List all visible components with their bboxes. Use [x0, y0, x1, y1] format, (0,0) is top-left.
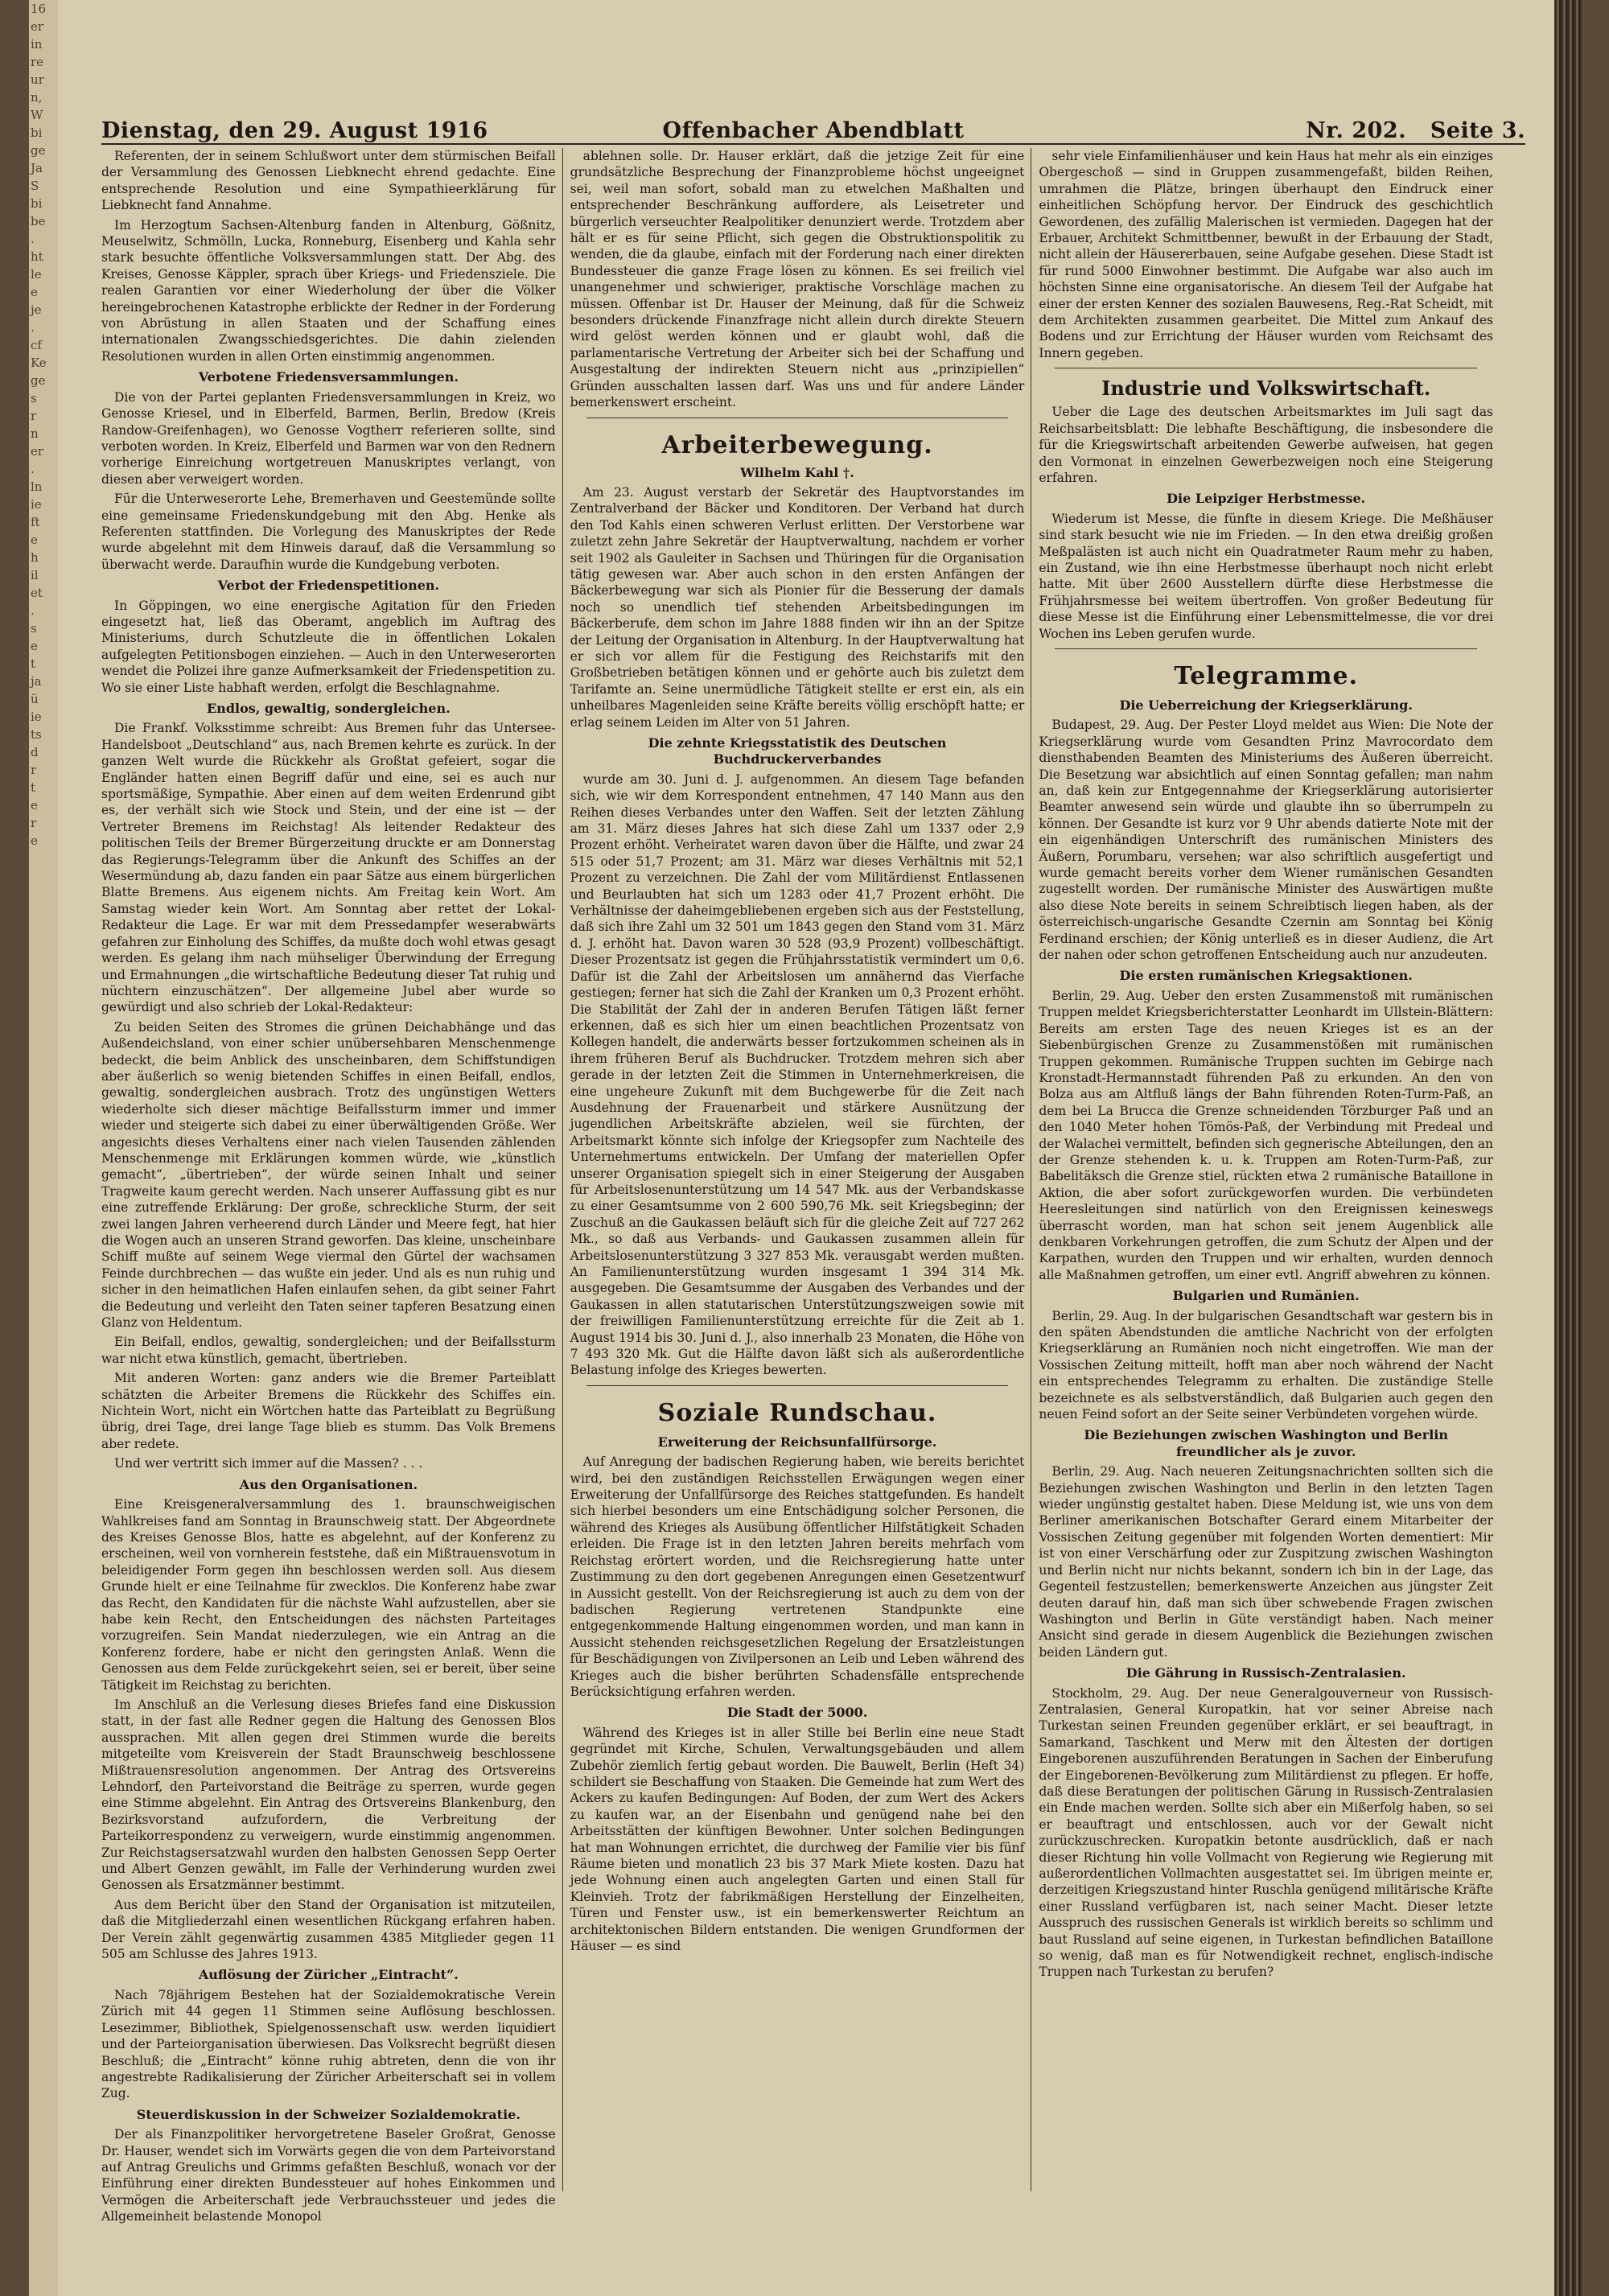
- section-title-industrie: Industrie und Volkswirtschaft.: [1101, 376, 1431, 401]
- binding-fragment: cf: [31, 338, 42, 352]
- binding-fragment: er: [31, 19, 44, 34]
- binding-fragment: s: [31, 621, 37, 636]
- binding-fragment: .: [31, 232, 35, 246]
- paragraph: Berlin, 29. Aug. Nach neueren Zeitungsnachrichten sollten sich die Beziehungen zwischen Washington und Berlin in den letzten Tagen wieder ungünstig gestaltet haben. Diese Meldung ist, wie uns von dem Berliner amerikanischen Botschafter Gerard einem Mitarbeiter der Vossischen Zeitung gegenüber mit folgenden Worten dementiert: Mir ist von einer Verschärfung oder zur Zuspitzung zwischen Washington und Berlin nicht nur nichts bekannt, sondern ich bin in der Lage, das Gegenteil festzustellen; bemerkenswerte Anzeichen aus jüngster Zeit deuten darauf hin, daß man sich über schwebende Fragen zwischen Washington und Berlin in Güte verständigt haben. Nach meiner Ansicht sind gerade in diesem Augenblick die Beziehungen zwischen beiden Ländern gut.: [1039, 1464, 1494, 1660]
- binding-fragment: n: [31, 426, 39, 441]
- binding-fragment: 16: [31, 2, 47, 16]
- column-1: [101, 148, 556, 2224]
- paragraph: Der als Finanzpolitiker hervorgetretene Baseler Großrat, Genosse Dr. Hauser, wendet sich im Vorwärts gegen die von dem Parteivorstand auf Antrag Greulichs und Grimms gefaßten Beschluß, wonach vor der Einführung einer direkten Bundessteuer auf hohes Einkommen und Vermögen die Arbeiterschaft jede Verbrauchssteuer und jedes die Allgemeinheit belastende Monopol: [101, 2127, 556, 2224]
- paragraph: sehr viele Einfamilienhäuser und kein Haus hat mehr als ein einziges Obergeschoß — sind in Gruppen zusammengefaßt, bilden Reihen, umrahmen die Plätze, bringen überhaupt den Eindruck einer einheitlichen Schöpfung hervor. Der Eindruck des geschichtlich Gewordenen, des zufällig Malerischen ist vermieden. Dagegen hat der Erbauer, Architekt Schmittbenner, bewußt in der Erbauung der Stadt, nicht allein der Häusererbauen, seine Aufgabe gesehen. Diese Stadt ist für rund 5000 Einwohner bestimmt. Die Aufgabe war also auch im höchsten Sinne eine organisatorische. An diesem Teil der Aufgabe hat einer der ersten Kenner des sozialen Bauwesens, Reg.-Rat Scheidt, mit dem Architekten zusammen gearbeitet. Die Mittel zum Ankauf des Bodens und zur Errichtung der Häuser wurden vom Reichsamt des Innern gegeben.: [1039, 149, 1494, 360]
- section-title-telegramme: Telegramme.: [1174, 661, 1359, 690]
- section-divider: [586, 1385, 1009, 1386]
- paragraph: Im Anschluß an die Verlesung dieses Briefes fand eine Diskussion statt, in der fast alle Redner gegen die Haltung des Genossen Blos aussprachen. Mit allen gegen drei Stimmen wurde die bereits mitgeteilte vom Kreisverein der Stadt Braunschweig beschlossene Mißtrauensresolution angenommen. Der Antrag des Ortsvereins Lehndorf, den Parteivorstand die Beiträge zu sperren, wurde gegen eine Stimme abgelehnt. Ein Antrag des Ortsvereins Blankenburg, den Bezirksvorstand aufzufordern, die Verbreitung der Parteikorrespondenz zu verweigern, wurde einstimmig angenommen. Zur Reichstagsersatzwahl wurden den halbsten Genossen Sepp Oerter und Albert Genzen gewählt, im Falle der Verhinderung wurden zwei Genossen als Ersatzmänner bestimmt.: [101, 1697, 556, 1893]
- article-heading: Die Stadt der 5000.: [726, 1705, 868, 1721]
- paragraph: Mit anderen Worten: ganz anders wie die Bremer Parteiblatt schätzten die Arbeiter Bremens die Rückkehr des Schiffes ein. Nichtein Wort, nicht ein Wörtchen hatte das Parteiblatt zu Begrüßung übrig, drei Tage, drei lange Tage blieb es stumm. Das Volk Bremens aber redete.: [101, 1371, 556, 1451]
- page-number: Seite 3.: [1430, 118, 1525, 143]
- binding-fragment: e: [31, 833, 38, 848]
- binding-fragment: S: [31, 179, 39, 193]
- paragraph: Während des Krieges ist in aller Stille bei Berlin eine neue Stadt gegründet mit Kirche, Schulen, Verwaltungsgebäuden und allem Zubehör ziemlich fertig gebaut worden. Die Bauwelt, Berlin (Heft 34) schildert sie Beschaffung von Staaken. Die Gemeinde hat zum Wert des Ackers zu kaufen Bedingungen: Auf Boden, der zum Wert des Ackers zu kaufen war, an der Eisenbahn und genügend nahe bei den Arbeitsstätten der künftigen Bewohner. Unter solchen Bedingungen hat man Wohnungen errichtet, die durchweg der Familie vier bis fünf Räume bieten und monatlich 23 bis 37 Mark Miete kosten. Dazu hat jede Wohnung einen auch angelegten Garten und einen Stall für Kleinvieh. Trotz der fabrikmäßigen Herstellung der Einzelheiten, Türen und Fenster usw., ist ein bemerkenswerter Reichtum an architektonischen Bildern entstanden. Die wenigen Grundformen der Häuser — es sind: [570, 1725, 1025, 1954]
- article-columns: [101, 148, 1494, 2224]
- paragraph: Budapest, 29. Aug. Der Pester Lloyd meldet aus Wien: Die Note der Kriegserklärung wurde vom Gesandten Prinz Mavrocordato dem diensthabenden Beamten des Ministeriums des Äußeren überreicht. Die Besetzung war absichtlich auf einen Sonntag gefallen; man nahm an, daß kein zur Entgegennahme der Kriegserklärung autorisierter Beamter anwesend sein würde und glaubte ihn so überrumpeln zu können. Der Gesandte ist kurz vor 9 Uhr abends datierte Note mit der ein eigenhändigen Unterschrift des rumänischen Ministers des Äußern, Porumbaru, versehen; war also schriftlich ausgefertigt und wurde gemacht bereits vorher dem Wiener rumänischen Gesandten zugestellt worden. Der rumänische Minister des Auswärtigen mußte also diese Note bereits in seinem Schreibtisch liegen haben, als der österreichisch-ungarische Gesandte Czernin am Sonntag bei König Ferdinand erschien; der König unterließ es in dieser Audienz, die Art der nahen oder schon getroffenen Entscheidung auch nur anzudeuten.: [1039, 718, 1494, 963]
- paragraph: Referenten, der in seinem Schlußwort unter dem stürmischen Beifall der Versammlung des Genossen Liebknecht ehrend gedachte. Eine entsprechende Resolution und eine Sympathieerklärung für Liebknecht fand Annahme.: [101, 149, 556, 213]
- binding-fragment: le: [31, 267, 42, 282]
- masthead-rule: [101, 143, 1525, 145]
- paragraph: Berlin, 29. Aug. In der bulgarischen Gesandtschaft war gestern bis in den späten Abendstunden die amtliche Nachricht von der erfolgten Kriegserklärung an Rumänien noch nicht eingetroffen. Wie man der Vossischen Zeitung mitteilt, hofft man aber noch während der Nacht ein entsprechendes Telegramm zu erhalten. Die zuständige Stelle bezeichnete es als selbstverständlich, daß Bulgarien auch gegen den neuen Feind sofort an der Seite seiner Verbündeten vorgehen würde.: [1039, 1308, 1494, 1422]
- section-title-soziale-rundschau: Soziale Rundschau.: [657, 1398, 937, 1427]
- article-heading: Die Beziehungen zwischen Washington und Berlin freundlicher als je zuvor.: [1084, 1427, 1448, 1459]
- masthead-paper-name: Offenbacher Abendblatt: [662, 118, 965, 143]
- binding-fragment: bi: [31, 125, 43, 140]
- binding-fragment: r: [31, 409, 37, 423]
- binding-fragment: r: [31, 763, 37, 777]
- column-3: [1039, 148, 1493, 2191]
- binding-fragment: t: [31, 780, 36, 795]
- paragraph: Wiederum ist Messe, die fünfte in diesem Kriege. Die Meßhäuser sind stark besucht wie nie im Frieden. — In den etwa dreißig großen Meßpalästen ist auch nicht ein Quadratmeter Raum mehr zu haben, ein Zustand, wie ihn eine Herbstmesse überhaupt noch nicht erlebt hatte. Mit über 2600 Ausstellern dürfte diese Herbstmesse die Frühjahrsmesse bei weitem übertroffen. Von großer Bedeutung für diese Messe ist die Einführung einer Lebensmittelmesse, die vor drei Wochen ins Leben gerufen wurde.: [1039, 511, 1494, 641]
- binding-fragment: e: [31, 798, 38, 813]
- binding-fragment: ie: [31, 710, 42, 724]
- paragraph: ablehnen solle. Dr. Hauser erklärt, daß die jetzige Zeit für eine grundsätzliche Besprechung der Finanzprobleme höchst ungeeignet sei, weil man sofort, sobald man zu etwelchen Maßhalten und entsprechender Beschränkung auffordere, als Leisetreter und bürgerlich verseuchter Realpolitiker denunziert werde. Trotzdem aber hält er es für seine Pflicht, sich gegen die Obstruktionspolitik zu wenden, die da glaube, einfach mit der Forderung nach einer direkten Bundessteuer die ganze Frage lösen zu können. Es sei freilich viel unangenehmer und schwieriger, praktische Vorschläge machen zu müssen. Offenbar ist Dr. Hauser der Meinung, daß für die Schweiz besonders drückende Finanzfrage nicht allein durch direkte Steuern wird gelöst werden können und er glaubt wohl, daß die parlamentarische Vertretung der Arbeiter sich bei der Schaffung und Ausgestaltung der indirekten Steuern nicht aus „prinzipiellen“ Gründen ausschalten lassen darf. Was uns und für andere Länder bemerkenswert erscheint.: [570, 149, 1025, 410]
- binding-fragment: ie: [31, 497, 42, 512]
- binding-fragment: .: [31, 462, 35, 476]
- newspaper-page: [29, 0, 1582, 2296]
- column-2: [570, 148, 1025, 2191]
- section-heading: Auflösung der Züricher „Eintracht“.: [198, 1967, 459, 1983]
- binding-fragment: ge: [31, 373, 46, 388]
- section-heading: Verbot der Friedenspetitionen.: [217, 578, 440, 594]
- paragraph: Auf Anregung der badischen Regierung haben, wie bereits berichtet wird, bei den zuständigen Reichsstellen Erwägungen wegen einer Erweiterung der Unfallfürsorge des Reiches stattgefunden. Es handelt sich hierbei besonders um eine Entschädigung solcher Personen, die während des Krieges als Ausübung öffentlicher Hilfstätigkeit Schaden erleiden. Die Frage ist in den letzten Jahren bereits mehrfach vom Reichstag erörtert worden, und die Reichsregierung hatte unter Zustimmung zu den dort gegebenen Anregungen einen Gesetzentwurf in Aussicht gestellt. Von der Reichsregierung ist auch zu dem von der badischen Regierung vertretenen Standpunkte eine entgegenkommende Haltung eingenommen worden, und man kann in Aussicht stehenden reichsgesetzlichen Regelung der Ersatzleistungen für Beschädigungen von Zivilpersonen an Leib und Leben während des Krieges auch die bisher berührten Schadensfälle entsprechende Berücksichtigung erfahren werden.: [570, 1455, 1025, 1699]
- binding-fragment: r: [31, 816, 37, 830]
- binding-fragment: .: [31, 603, 35, 618]
- paragraph: Eine Kreisgeneralversammlung des 1. braunschweigischen Wahlkreises fand am Sonntag in Braunschweig statt. Der Abgeordnete des Kreises Genosse Blos, hatte es abgelehnt, auf der Konferenz zu erscheinen, weil von vornherein feststehe, daß ein Mißtrauensvotum in beleidigender Form gegen ihn beschlossen werden soll. Aus diesem Grunde hielt er eine Teilnahme für zwecklos. Die Konferenz habe zwar das Recht, den Kandidaten für die nächste Wahl aufzustellen, aber sie habe kein Recht, den Entscheidungen des nächsten Parteitages vorzugreifen. Sein Mandat niederzulegen, wie ein Antrag an die Konferenz fordere, habe er nicht den geringsten Anlaß. Wenn die Genossen aus dem Felde zurückgekehrt seien, sei er bereit, über seine Tätigkeit im Reichstag zu berichten.: [101, 1497, 556, 1693]
- paragraph: Am 23. August verstarb der Sekretär des Hauptvorstandes im Zentralverband der Bäcker und Konditoren. Der Verband hat durch den Tod Kahls einen schweren Verlust erlitten. Der Verstorbene war zuletzt zehn Jahre Sekretär der Hauptverwaltung, nachdem er vorher seit 1902 als Gauleiter in Sachsen und Thüringen für die Organisation tätig gewesen war. Aber auch schon in den ersten Anfängen der Bäckerbewegung war sich als Pionier für die Besserung der damals noch so unendlich tief stehenden Arbeitsbedingungen im Bäckerberufe, dem schon im Jahre 1888 finden wir ihn an der Spitze der Leitung der Organisation in Altenburg. In der Hauptverwaltung hat er sich vor allem für die Festigung des Reichstarifs mit den Großbetrieben betätigen können und er gehörte auch bis zuletzt dem Tarifamte an. Seine unermüdliche Tätigkeit stellte er erst ein, als ein unheilbares Magenleiden seine Kräfte bereits völlig erschöpft hatte; er erlag seinem Leiden im Alter von 51 Jahren.: [570, 484, 1025, 730]
- binding-fragment: d: [31, 745, 39, 759]
- paragraph: Und wer vertritt sich immer auf die Massen? . . .: [114, 1456, 423, 1471]
- paragraph: wurde am 30. Juni d. J. aufgenommen. An diesem Tage befanden sich, wie wir dem Korrespondent entnehmen, 47 140 Mann aus den Reihen dieses Verbandes unter den Waffen. Seit der letzten Zählung am 31. März dieses Jahres hat sich diese Zahl um 1337 oder 2,9 Prozent erhöht. Verheiratet waren davon über die Hälfte, und zwar 24 515 oder 51,7 Prozent; am 31. März war dieses Verhältnis mit 52,1 Prozent zu verzeichnen. Die Zahl der vom Militärdienst Entlassenen und Beurlaubten hat sich um 1283 oder 41,7 Prozent erhöht. Die Verhältnisse der daheimgebliebenen ergeben sich aus der Feststellung, daß sich ihre Zahl um 32 501 um 1843 gegen den Stand vom 31. März d. J. erhöht hat. Davon waren 30 528 (93,9 Prozent) vollbeschäftigt. Dieser Prozentsatz ist gegen die Frühjahrsstatistik vermindert um 0,6. Dafür ist die Zahl der Arbeitslosen um annähernd das Vierfache gestiegen; ferner hat sich die Zahl der Kranken um 0,3 Prozent erhöht. Die Stabilität der Zahl der in anderen Berufen Tätigen läßt ferner erkennen, daß es sich hier um einen beachtlichen Prozentsatz von Kollegen handelt, die anderwärts besser fortzukommen scheinen als in ihrem früheren Beruf als Buchdrucker. Trotzdem mehren sich aber gerade in der letzten Zeit die Stimmen in Unternehmerkreisen, die eine ungeheure Zukunft mit dem Buchgewerbe für die Zeit nach Ausdehnung der Frauenarbeit und stärkere Ausnützung der jugendlichen Arbeitskräfte abzielen, weil sie fürchten, der Arbeitsmarkt könnte sich infolge der Kriegsopfer zum Nachteile des Unternehmertums entwickeln. Der Umfang der materiellen Opfer unserer Organisation spiegelt sich in einer Steigerung der Ausgaben für Arbeitslosenunterstützung um 14 547 Mk. aus der Verbandskasse zu einer Gesamtsumme von 2 600 590,76 Mk. seit Kriegsbeginn; der Zuschuß an die Gaukassen beläuft sich für die gleiche Zeit auf 727 262 Mk., so daß aus Verbands- und Gaukassen zusammen allein für Arbeitslosenunterstützung 3 327 853 Mk. verausgabt werden mußten. An Familienunterstützung wurden insgesamt 1 394 314 Mk. ausgegeben. Die Gesamtsumme der Ausgaben des Verbandes und der Gaukassen in allen statutarischen Unterstützungszweigen sowie mit der freiwilligen Familienunterstützung erreichte für die Zeit ab 1. August 1914 bis 30. Juni d. J., also innerhalb 23 Monaten, die Höhe von 7 493 320 Mk. Gut die Hälfte davon läßt sich als außerordentliche Belastung infolge des Krieges bewerten.: [570, 772, 1025, 1378]
- binding-fragment: .: [31, 320, 35, 335]
- paragraph: Stockholm, 29. Aug. Der neue Generalgouverneur von Russisch-Zentralasien, General Kuropatkin, hat vor seiner Abreise nach Turkestan seinen Freunden gegenüber erklärt, er sei beauftragt, in Samarkand, Taschkent und Merw mit den Ältesten der dortigen Eingeborenen auszuführenden Beratungen in Sachen der Einberufung der Eingeborenen-Bevölkerung zum Militärdienst zu pflegen. Er hoffe, daß diese Beratungen der politischen Gärung in Russisch-Zentralasien ein Ende machen werden. Sollte sich aber ein Mißerfolg haben, so sei er beauftragt und entschlossen, auch vor der Gewalt nicht zurückzuschrecken. Kuropatkin betonte ausdrücklich, daß er nach dieser Richtung hin volle Vollmacht von Regierung wie Regierung mit außerordentlichen Vollmachten ausgestattet sei. Im übrigen meinte er, derzeitigen Kriegszustand hinter Ruschla genügend militärische Kräfte einer Russland verfügbaren ist, nach seiner Macht. Dieser letzte Ausspruch des russischen Generals ist wirklich bereits so schlimm und baut Russland auf seine eigenen, in Turkestan befindlichen Bataillone so wenig, daß man es für Notwendigkeit rechnet, englisch-indische Truppen nach Turkestan zu berufen?: [1039, 1685, 1494, 1980]
- binding-fragment: ü: [31, 692, 39, 706]
- paragraph: Die von der Partei geplanten Friedensversammlungen in Kreiz, wo Genosse Kriesel, und in Elberfeld, Barmen, Berlin, Bredow (Kreis Randow-Greifenhagen), wo Genosse Vogtherr referieren sollte, sind verboten worden. In Kreiz, Elberfeld und Barmen war von den Rednern vorherige Einreichung wortgetreuen Manuskriptes verlangt, von diesen aber verweigert worden.: [101, 389, 556, 487]
- binding-fragment: ft: [31, 515, 40, 529]
- masthead-date: Dienstag, den 29. August 1916: [101, 118, 488, 143]
- binding-fragment: h: [31, 550, 39, 565]
- binding-fragment: e: [31, 639, 38, 653]
- paragraph: Ueber die Lage des deutschen Arbeitsmarktes im Juli sagt das Reichsarbeitsblatt: Die lebhafte Beschäftigung, die insbesondere die für die Kriegswirtschaft arbeitenden Gewerbe aufweisen, hat gegen den Vormonat in einzelnen Gewerbezweigen noch eine Steigerung erfahren.: [1039, 405, 1494, 485]
- book-edge: [1554, 0, 1582, 2296]
- binding-fragment: be: [31, 214, 46, 228]
- binding-fragment: re: [31, 55, 44, 69]
- binding-fragment: il: [31, 568, 39, 582]
- article-heading: Bulgarien und Rumänien.: [1172, 1288, 1360, 1304]
- binding-fragment: er: [31, 444, 44, 459]
- paragraph: Zu beiden Seiten des Stromes die grünen Deichabhänge und das Außendeichsland, von einer schier unübersehbaren Menschenmenge bedeckt, die beim Anblick des unscheinbaren, dem Schiffstundigen aber äußerlich so wenig bietenden Schiffes in einen Beifall, endlos, gewaltig, sondergleichen ausbrach. Trotz des ungünstigen Wetters wiederholte sich dieser mächtige Beifallssturm immer und immer wieder und steigerte sich dabei zu einer überwältigenden Größe. Wer angesichts dieses Verhaltens einer nach vielen Tausenden zählenden Menschenmenge mit Erklärungen kommen würde, wie „künstlich gemacht“, „übertrieben“, der würde seinen Inhalt und seiner Tragweite kaum gerecht werden. Nach unserer Auffassung gibt es nur eine zutreffende Erklärung: Der große, schreckliche Sturm, der seit zwei langen Jahren verheerend durch Länder und Meere fegt, hat hier die Wogen auch an unseren Strand geworfen. Das kleine, unscheinbare Schiff mußte auf seinem Wege viermal den Gürtel der wachsamen Feinde durchbrechen — das wußte ein jeder. Und als es nun ruhig und sicher in den heimatlichen Hafen einlaufen sehen, da gibt seiner Fahrt die Bedeutung und verleiht den Taten seiner tapferen Besatzung einen Glanz von Heldentum.: [101, 1019, 556, 1331]
- binding-fragment: et: [31, 586, 43, 600]
- binding-fragment: s: [31, 391, 37, 405]
- masthead-page-info: [1306, 118, 1525, 143]
- paragraph: Für die Unterweserorte Lehe, Bremerhaven und Geestemünde sollte eine gemeinsame Friedenskundgebung mit den Abg. Henke als Referenten stattfinden. Die Vorlegung des Manuskriptes der Rede wurde abgelehnt mit dem Hinweis darauf, daß die Versammlung so überwacht werde. Daraufhin wurde die Kundgebung verboten.: [101, 492, 556, 572]
- binding-fragment: ln: [31, 479, 43, 494]
- binding-fragment: ja: [31, 674, 42, 689]
- binding-fragment: je: [31, 302, 42, 317]
- masthead: [101, 111, 1525, 143]
- issue-number: Nr. 202.: [1306, 118, 1407, 143]
- article-heading: Die zehnte Kriegsstatistik des Deutschen Buchdruckerverbandes: [648, 735, 947, 767]
- binding-fragment: ur: [31, 72, 44, 87]
- binding-fragment: n,: [31, 90, 43, 105]
- binding-fragment: e: [31, 285, 38, 299]
- binding-fragment: Ke: [31, 356, 47, 370]
- binding-fragment: ge: [31, 143, 46, 158]
- binding-strip: [29, 0, 58, 2296]
- section-heading: Aus den Organisationen.: [239, 1476, 418, 1492]
- section-heading: Endlos, gewaltig, sondergleichen.: [206, 701, 451, 716]
- section-heading: Steuerdiskussion in der Schweizer Sozialdemokratie.: [136, 2106, 521, 2122]
- binding-fragment: Ja: [31, 161, 43, 175]
- binding-fragment: ht: [31, 249, 43, 264]
- article-heading: Die Ueberreichung der Kriegserklärung.: [1119, 697, 1413, 713]
- binding-fragment: e: [31, 533, 38, 547]
- binding-fragment: bi: [31, 196, 43, 211]
- paragraph: Aus dem Bericht über den Stand der Organisation ist mitzuteilen, daß die Mitgliederzahl einen wesentlichen Rückgang erfahren haben. Der Verein zählt gegenwärtig zusammen 4385 Mitglieder gegen 11 505 am Schlusse des Jahres 1913.: [101, 1897, 556, 1962]
- article-heading: Erweiterung der Reichsunfallfürsorge.: [657, 1434, 937, 1450]
- binding-fragment: t: [31, 656, 36, 671]
- article-heading: Die ersten rumänischen Kriegsaktionen.: [1119, 968, 1413, 984]
- paragraph: Nach 78jährigem Bestehen hat der Sozialdemokratische Verein Zürich mit 44 gegen 11 Stimmen seine Auflösung beschlossen. Lesezimmer, Bibliothek, Spielgenossenschaft usw. werden liquidiert und der Parteiorganisation überwiesen. Das Volksrecht begrüßt diesen Beschluß; die „Eintracht“ könne ruhig abtreten, denn die von ihr angestrebte Radikalisierung der Züricher Arbeiterschaft sei in vollem Zug.: [101, 1987, 556, 2101]
- paragraph: Ein Beifall, endlos, gewaltig, sondergleichen; und der Beifallssturm war nicht etwa künstlich, gemacht, übertrieben.: [101, 1335, 556, 1366]
- section-title-arbeiterbewegung: Arbeiterbewegung.: [661, 430, 933, 459]
- article-heading: Die Leipziger Herbstmesse.: [1167, 491, 1366, 507]
- section-heading: Verbotene Friedensversammlungen.: [198, 369, 459, 385]
- article-heading: Die Gährung in Russisch-Zentralasien.: [1125, 1665, 1406, 1681]
- paragraph: Berlin, 29. Aug. Ueber den ersten Zusammenstoß mit rumänischen Truppen meldet Kriegsberichterstatter Leonhardt im Ullstein-Blättern: Bereits am ersten Tage des neuen Krieges ist es an der Siebenbürgischen Grenze zu Zusammenstößen mit rumänischen Truppen gekommen. Rumänische Truppen suchten im Gebirge nach Kronstadt-Hermannstadt führenden Paß zu erkunden. An den von Bolza aus am Altfluß längs der Bahn führenden Roten-Turm-Paß, an dem bei La Brucca die Grenze schneidenden Törzburger Paß und an den 1040 Meter hohen Tömös-Paß, der Verbindung mit Predeal und der Walachei vermittelt, befinden sich gegnerische Abteilungen, den an der Grenze stehenden k. u. k. Truppen am Roten-Turm-Paß, zur Babelitäksch die Grenze stiel, rückten etwa 2 rumänische Bataillone in Aktion, die aber sofort zurückgeworfen wurden. Die verbündeten Heeresleitungen sind natürlich von den Ereignissen keineswegs überrascht worden, man hat schon seit jenem Augenblick alle denkbaren Vorkehrungen getroffen, die zum Schutz der Alpen und der Karpathen, wurden den Truppen und wir erhalten, wurden dennoch alle Maßnahmen getroffen, um einer evtl. Angriff abwehren zu können.: [1039, 988, 1494, 1282]
- binding-fragment: in: [31, 37, 43, 51]
- paragraph: Die Frankf. Volksstimme schreibt: Aus Bremen fuhr das Untersee-Handelsboot „Deutschland“ aus, nach Bremen kehrte es zurück. In der ganzen Welt wurde die Rückkehr als Großtat gefeiert, sogar die Engländer hatten einen Begriff dafür und eine, sei es auch nur sportsmäßige, Sympathie. Aber einen auf dem weiten Erdenrund gibt es, der verhält sich wie Stock und Stein, und der eine ist — der Vertreter Bremens im Reichstag! Als leitender Redakteur des politischen Teils der Bremer Bürgerzeitung druckte er am Donnerstag das Regierungs-Telegramm über die Ankunft des Schiffes an der Wesermündung ab, dazu fanden ein paar Sätze aus einem bürgerlichen Blatte Bremens. Aus eigenem nichts. Am Freitag kein Wort. Am Samstag wieder kein Wort. Am Sonntag aber rettet der Lokal-Redakteur die Lage. Er war mit dem Pressedampfer weserabwärts gefahren zur Einholung des Schiffes, da mußte doch wohl etwas gesagt werden. Es gelang ihm nach mühseliger Überwindung der Erregung und Ermahnungen „die wirtschaftliche Bedeutung dieser Tat ruhig und nüchtern einzuschätzen“. Der allgemeine Jubel aber wurde so gewürdigt und also schrieb der Lokal-Redakteur:: [101, 721, 556, 1015]
- paragraph: In Göppingen, wo eine energische Agitation für den Frieden eingesetzt hat, ließ das Oberamt, angeblich im Auftrag des Ministeriums, durch Schutzleute die in öffentlichen Lokalen aufgelegten Petitionsbogen einziehen. — Auch in den Unterweserorten wendet die Polizei ihre ganze Aufmerksamkeit der Friedenspetition zu. Wo sie einer Liste habhaft werden, erfolgt die Beschlagnahme.: [101, 598, 556, 695]
- binding-fragment: W: [31, 108, 43, 122]
- section-divider: [1055, 648, 1477, 649]
- article-heading: Wilhelm Kahl †.: [740, 464, 854, 480]
- binding-fragment: ts: [31, 727, 42, 742]
- paragraph: Im Herzogtum Sachsen-Altenburg fanden in Altenburg, Gößnitz, Meuselwitz, Schmölln, Lucka, Ronneburg, Eisenberg und Kahla sehr stark besuchte öffentliche Volksversammlungen statt. Der Abg. des Kreises, Genosse Käppler, sprach über Kriegs- und Friedensziele. Die realen Garantien vor einer Wiederholung der über die Völker hereingebrochenen Katastrophe erblickte der Redner in der Forderung von Abrüstung in allen Staaten und der Schaffung eines internationalen Zwangsschiedsgerichtes. Die dahin zielenden Resolutionen wurden in allen Orten einstimmig angenommen.: [101, 217, 556, 364]
